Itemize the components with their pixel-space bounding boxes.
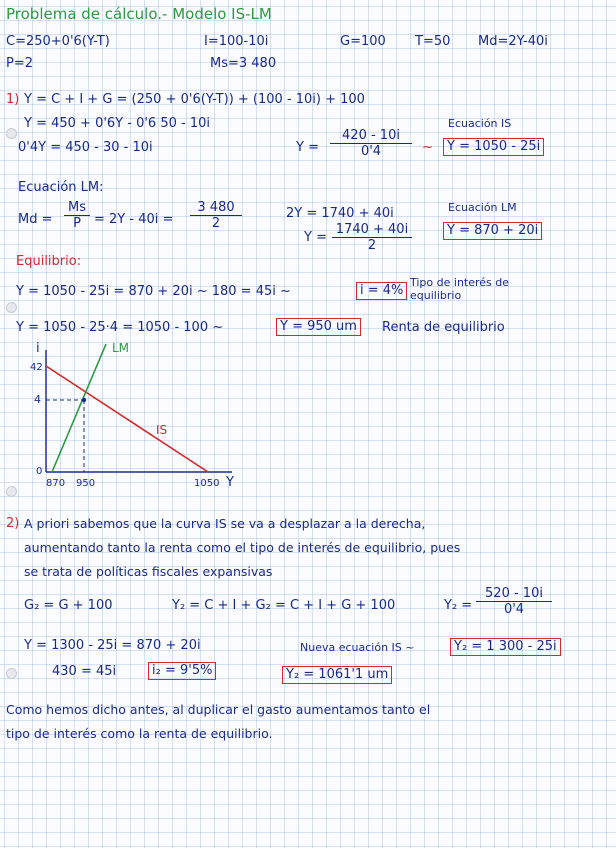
lm-heading: Ecuación LM:: [18, 180, 104, 195]
ms-numerator: 3 480: [190, 200, 242, 216]
part1-number: 1): [6, 92, 20, 107]
md-denominator: P: [73, 216, 81, 231]
binder-hole: [6, 302, 17, 313]
is-result: Y = 1050 - 25i: [443, 138, 544, 156]
conclusion-line1: Como hemos dicho antes, al duplicar el gasto aumentamos tanto el: [6, 702, 431, 717]
lm-denominator: 2: [367, 238, 377, 253]
is-label: Ecuación IS: [448, 117, 512, 130]
md-fraction: [64, 200, 90, 231]
part2-equilibrium-line2: 430 = 45i: [52, 664, 117, 679]
lm-curve-label: LM: [112, 341, 130, 355]
lm-result: Y = 870 + 20i: [443, 222, 542, 240]
equilibrium-i-note: Tipo de interés de equilibrio: [410, 276, 510, 302]
lm-curve: [52, 344, 106, 472]
md-middle: = 2Y - 40i =: [94, 212, 174, 227]
tick-870: 870: [46, 478, 66, 489]
arrow: ~: [422, 140, 433, 155]
ms-fraction: [190, 200, 242, 231]
y-is-label: Y =: [296, 140, 319, 155]
part2-equilibrium-line: Y = 1300 - 25i = 870 + 20i: [24, 638, 201, 653]
is-curve: [46, 366, 208, 472]
y2-fraction: [476, 586, 552, 617]
tick-42: 42: [30, 362, 43, 373]
given-price: P=2: [6, 56, 34, 71]
y2-denominator: 0'4: [503, 602, 525, 617]
equilibrium-i: i = 4%: [356, 282, 407, 300]
part2-text1: A priori sabemos que la curva IS se va a desplazar a la derecha,: [24, 516, 426, 531]
equilibrium-line: Y = 1050 - 25i = 870 + 20i ~ 180 = 45i ~: [16, 284, 291, 299]
tick-1050: 1050: [194, 478, 220, 489]
given-money-demand: Md=2Y-40i: [478, 34, 548, 49]
lm-fraction: [332, 222, 412, 253]
y-is-numerator: 420 - 10i: [330, 128, 412, 144]
part1-line1: Y = C + I + G = (250 + 0'6(Y-T)) + (100 - 10i) + 100: [24, 92, 365, 107]
lm-numerator: 1740 + 40i: [332, 222, 412, 238]
part2-number: 2): [6, 516, 20, 531]
md-label: Md =: [18, 212, 53, 227]
equilibrium-point: [82, 398, 86, 402]
tick-0: 0: [36, 466, 43, 477]
part1-line2: Y = 450 + 0'6Y - 0'6 50 - 10i: [24, 116, 210, 131]
equilibrium-y-line: Y = 1050 - 25·4 = 1050 - 100 ~: [16, 320, 224, 335]
given-money-supply: Ms=3 480: [210, 56, 277, 71]
equilibrium-heading: Equilibrio:: [16, 254, 82, 269]
new-is-result: Y₂ = 1 300 - 25i: [450, 638, 561, 656]
graph-x-axis-label: Y: [226, 475, 234, 490]
lm-label: Ecuación LM: [448, 201, 517, 214]
equilibrium-y-note: Renta de equilibrio: [382, 320, 505, 335]
binder-hole: [6, 128, 17, 139]
y2-result: Y₂ = 1061'1 um: [282, 666, 392, 684]
given-investment: I=100-10i: [204, 34, 269, 49]
is-curve-label: IS: [156, 423, 168, 437]
ms-denominator: 2: [211, 216, 221, 231]
new-is-label: Nueva ecuación IS ~: [300, 641, 415, 654]
conclusion-line2: tipo de interés como la renta de equilibrio.: [6, 726, 273, 741]
tick-950: 950: [76, 478, 96, 489]
g2-line: G₂ = G + 100: [24, 598, 113, 613]
y-is-denominator: 0'4: [360, 144, 382, 159]
lm-line1: 2Y = 1740 + 40i: [286, 206, 394, 221]
part2-text2: aumentando tanto la renta como el tipo de interés de equilibrio, pues: [24, 540, 461, 555]
lm-y-label: Y =: [304, 230, 327, 245]
part2-text3: se trata de políticas fiscales expansivas: [24, 564, 273, 579]
binder-hole: [6, 668, 17, 679]
part1-line3: 0'4Y = 450 - 30 - 10i: [18, 140, 153, 155]
y2-line: Y₂ = C + I + G₂ = C + I + G + 100: [172, 598, 396, 613]
page-title: Problema de cálculo.- Modelo IS-LM: [6, 5, 272, 23]
graph-y-axis-label: i: [36, 341, 40, 356]
y2-numerator: 520 - 10i: [476, 586, 552, 602]
given-government: G=100: [340, 34, 386, 49]
y-is-fraction: [330, 128, 412, 159]
i2-result: i₂ = 9'5%: [148, 662, 216, 680]
y2-label: Y₂ =: [444, 598, 473, 613]
is-lm-graph: [0, 336, 260, 496]
given-taxes: T=50: [415, 34, 451, 49]
md-numerator: Ms: [64, 200, 90, 216]
tick-4: 4: [34, 393, 41, 406]
equilibrium-y: Y = 950 um: [276, 318, 361, 336]
given-consumption: C=250+0'6(Y-T): [6, 34, 110, 49]
